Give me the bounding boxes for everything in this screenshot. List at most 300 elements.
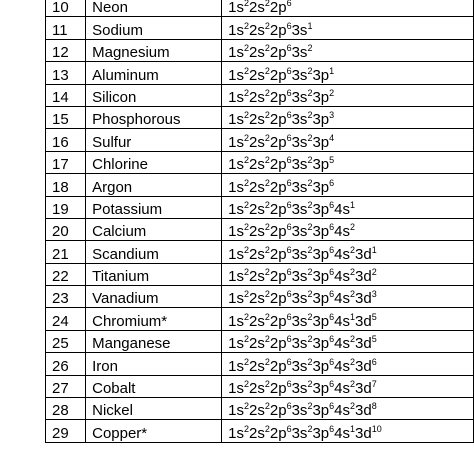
electron-count: 8 [371,401,377,412]
electron-count: 6 [286,289,292,300]
orbital-label: 4s [334,200,350,218]
orbital-label: 2p [269,66,287,84]
electron-configuration-cell [222,398,474,420]
electron-count: 6 [329,289,335,300]
orbital-label: 1s [228,66,245,84]
electron-configuration-cell [222,84,474,106]
electron-configuration-cell [222,286,474,308]
orbital-label: 2s [249,245,265,263]
atomic-number-cell: 23 [46,286,86,308]
electron-count: 3 [371,289,377,300]
electron-count: 2 [244,155,250,166]
orbital-label: 3p [312,88,330,106]
table-row [46,375,474,397]
electron-count: 7 [371,379,377,390]
electron-count: 2 [264,356,270,367]
table-row [46,308,474,330]
orbital-label: 2p [269,424,287,442]
atomic-number-cell: 28 [46,398,86,420]
orbital-label: 4s [334,223,350,241]
orbital-label: 2p [269,156,287,174]
electron-count: 2 [307,65,313,76]
electron-count: 2 [244,177,250,188]
electron-configuration-cell [222,330,474,352]
electron-count: 6 [329,267,335,278]
orbital-label: 1s [228,156,245,174]
electron-configuration-cell [222,106,474,128]
orbital-label: 3p [312,178,330,196]
orbital-label: 3s [291,357,308,375]
orbital-label: 1s [228,178,245,196]
orbital-label: 3s [291,402,308,420]
electron-configuration-cell [222,196,474,218]
electron-count: 6 [329,311,335,322]
orbital-label: 2p [269,111,287,129]
electron-configuration-cell [222,420,474,442]
orbital-label: 2s [249,21,265,39]
orbital-label: 3p [312,335,330,353]
element-name-cell: Titanium [86,263,222,285]
electron-count: 1 [350,199,356,210]
table-body [46,0,474,442]
electron-count: 2 [329,87,335,98]
electron-count: 2 [307,110,313,121]
atomic-number-cell: 27 [46,375,86,397]
orbital-label: 2s [249,200,265,218]
electron-count: 6 [286,132,292,143]
orbital-label: 3s [291,424,308,442]
element-name-cell: Magnesium [86,39,222,61]
electron-count: 6 [286,87,292,98]
orbital-label: 4s [334,245,350,263]
atomic-number-cell: 29 [46,420,86,442]
electron-count: 2 [307,401,313,412]
electron-count: 2 [244,289,250,300]
orbital-label: 2s [249,312,265,330]
electron-count: 1 [371,244,377,255]
orbital-label: 2s [249,0,265,17]
electron-count: 6 [286,334,292,345]
orbital-label: 4s [334,290,350,308]
orbital-label: 3s [291,156,308,174]
orbital-label: 1s [228,111,245,129]
electron-count: 6 [329,334,335,345]
orbital-label: 3s [291,223,308,241]
orbital-label: 3d [355,312,372,330]
electron-count: 2 [307,155,313,166]
orbital-label: 2s [249,290,265,308]
electron-count: 2 [244,423,250,434]
orbital-label: 1s [228,200,245,218]
orbital-label: 2p [269,0,287,17]
orbital-label: 2s [249,223,265,241]
orbital-label: 3p [312,223,330,241]
orbital-label: 1s [228,335,245,353]
orbital-label: 2s [249,111,265,129]
element-name-cell: Nickel [86,398,222,420]
orbital-label: 3p [312,200,330,218]
table-row [46,62,474,84]
orbital-label: 3p [312,312,330,330]
electron-count: 2 [371,267,377,278]
electron-count: 6 [329,177,335,188]
orbital-label: 3s [291,200,308,218]
orbital-label: 3p [312,245,330,263]
orbital-label: 3p [312,357,330,375]
orbital-label: 2p [269,21,287,39]
electron-count: 5 [329,155,335,166]
table-row [46,241,474,263]
orbital-label: 2s [249,156,265,174]
atomic-number-cell: 20 [46,218,86,240]
orbital-label: 1s [228,44,245,62]
electron-count: 2 [264,334,270,345]
electron-count: 2 [307,289,313,300]
electron-count: 2 [244,132,250,143]
electron-count: 2 [244,311,250,322]
orbital-label: 3s [291,290,308,308]
electron-count: 2 [350,379,356,390]
electron-count: 2 [264,0,270,9]
electron-count: 2 [264,401,270,412]
orbital-label: 2s [249,44,265,62]
element-name-cell: Calcium [86,218,222,240]
element-name-cell: Copper* [86,420,222,442]
orbital-label: 3s [291,66,308,84]
orbital-label: 1s [228,357,245,375]
electron-count: 1 [350,311,356,322]
orbital-label: 3d [355,402,372,420]
electron-configuration-cell [222,218,474,240]
table-row [46,398,474,420]
table-row [46,17,474,39]
orbital-label: 4s [334,357,350,375]
orbital-label: 2s [249,133,265,151]
orbital-label: 2p [269,335,287,353]
table-row [46,106,474,128]
atomic-number-cell: 18 [46,174,86,196]
orbital-label: 3s [291,44,308,62]
electron-count: 2 [264,199,270,210]
electron-count: 2 [264,379,270,390]
table-row [46,196,474,218]
electron-count: 6 [286,65,292,76]
orbital-label: 2s [249,88,265,106]
table-row [46,151,474,173]
element-name-cell: Manganese [86,330,222,352]
electron-count: 6 [286,222,292,233]
atomic-number-cell: 25 [46,330,86,352]
electron-count: 6 [329,356,335,367]
electron-configuration-cell [222,0,474,17]
element-name-cell: Chromium* [86,308,222,330]
orbital-label: 3d [355,424,372,442]
electron-count: 2 [244,356,250,367]
orbital-label: 3p [312,402,330,420]
element-name-cell: Vanadium [86,286,222,308]
atomic-number-cell: 17 [46,151,86,173]
electron-count: 2 [264,244,270,255]
orbital-label: 2s [249,268,265,286]
electron-count: 2 [350,244,356,255]
electron-count: 2 [264,289,270,300]
electron-count: 6 [286,379,292,390]
electron-count: 2 [307,87,313,98]
table-row [46,84,474,106]
electron-configuration-cell [222,129,474,151]
orbital-label: 4s [334,335,350,353]
electron-count: 2 [244,267,250,278]
electron-count: 2 [244,334,250,345]
electron-configuration-cell [222,263,474,285]
orbital-label: 2s [249,380,265,398]
electron-count: 2 [264,423,270,434]
electron-configuration-cell [222,17,474,39]
element-name-cell: Silicon [86,84,222,106]
electron-count: 2 [350,267,356,278]
electron-count: 2 [244,0,250,9]
electron-count: 2 [264,65,270,76]
electron-count: 6 [329,379,335,390]
electron-count: 2 [264,177,270,188]
electron-count: 2 [244,110,250,121]
atomic-number-cell: 11 [46,17,86,39]
electron-count: 6 [286,423,292,434]
orbital-label: 2s [249,335,265,353]
atomic-number-cell: 10 [46,0,86,17]
orbital-label: 2s [249,424,265,442]
electron-count: 6 [286,311,292,322]
electron-count: 2 [350,222,356,233]
electron-count: 2 [264,222,270,233]
table-row [46,263,474,285]
orbital-label: 2p [269,245,287,263]
atomic-number-cell: 16 [46,129,86,151]
electron-count: 2 [244,401,250,412]
orbital-label: 3p [312,268,330,286]
electron-count: 1 [307,20,313,31]
electron-count: 2 [350,334,356,345]
electron-count: 4 [329,132,335,143]
orbital-label: 3p [312,156,330,174]
electron-configuration-cell [222,375,474,397]
electron-count: 2 [244,222,250,233]
electron-count: 2 [264,43,270,54]
orbital-label: 2p [269,178,287,196]
element-name-cell: Potassium [86,196,222,218]
element-name-cell: Neon [86,0,222,17]
orbital-label: 3s [291,335,308,353]
orbital-label: 2s [249,357,265,375]
atomic-number-cell: 19 [46,196,86,218]
atomic-number-cell: 14 [46,84,86,106]
orbital-label: 3p [312,66,330,84]
element-name-cell: Iron [86,353,222,375]
electron-configuration-cell [222,62,474,84]
electron-count: 6 [286,267,292,278]
electron-count: 6 [286,43,292,54]
orbital-label: 2p [269,268,287,286]
element-name-cell: Aluminum [86,62,222,84]
table-row [46,129,474,151]
electron-count: 2 [307,199,313,210]
orbital-label: 3d [355,357,372,375]
orbital-label: 3s [291,312,308,330]
electron-count: 6 [329,222,335,233]
electron-count: 6 [286,199,292,210]
orbital-label: 3p [312,290,330,308]
electron-count: 6 [286,155,292,166]
electron-count: 2 [264,20,270,31]
electron-count: 2 [307,132,313,143]
orbital-label: 4s [334,268,350,286]
atomic-number-cell: 13 [46,62,86,84]
electron-count: 2 [307,177,313,188]
element-name-cell: Cobalt [86,375,222,397]
electron-count: 2 [264,311,270,322]
orbital-label: 1s [228,245,245,263]
electron-count: 2 [264,155,270,166]
orbital-label: 2p [269,402,287,420]
electron-count: 2 [244,244,250,255]
orbital-label: 4s [334,380,350,398]
orbital-label: 3s [291,245,308,263]
orbital-label: 2p [269,290,287,308]
orbital-label: 1s [228,88,245,106]
electron-count: 2 [307,379,313,390]
electron-count: 2 [307,244,313,255]
orbital-label: 2s [249,178,265,196]
orbital-label: 1s [228,312,245,330]
electron-count: 6 [286,401,292,412]
electron-configuration-table [45,0,474,443]
orbital-label: 2s [249,402,265,420]
electron-count: 6 [329,401,335,412]
orbital-label: 2p [269,133,287,151]
table-row [46,420,474,442]
orbital-label: 2p [269,200,287,218]
electron-configuration-cell [222,308,474,330]
orbital-label: 1s [228,380,245,398]
electron-count: 2 [244,87,250,98]
orbital-label: 3d [355,268,372,286]
electron-count: 6 [329,199,335,210]
orbital-label: 2p [269,312,287,330]
table-row [46,174,474,196]
electron-configuration-cell [222,174,474,196]
atomic-number-cell: 15 [46,106,86,128]
orbital-label: 2p [269,44,287,62]
orbital-label: 3s [291,111,308,129]
electron-count: 6 [286,110,292,121]
orbital-label: 2p [269,357,287,375]
orbital-label: 3d [355,380,372,398]
orbital-label: 3p [312,380,330,398]
orbital-label: 2p [269,223,287,241]
electron-count: 2 [244,379,250,390]
electron-count: 2 [244,199,250,210]
orbital-label: 2p [269,380,287,398]
orbital-label: 1s [228,268,245,286]
electron-count: 2 [307,334,313,345]
orbital-label: 3s [291,380,308,398]
orbital-label: 3s [291,178,308,196]
element-name-cell: Sulfur [86,129,222,151]
electron-count: 2 [244,20,250,31]
electron-count: 2 [264,132,270,143]
orbital-label: 2p [269,88,287,106]
atomic-number-cell: 22 [46,263,86,285]
orbital-label: 3p [312,111,330,129]
electron-count: 2 [350,289,356,300]
element-name-cell: Chlorine [86,151,222,173]
orbital-label: 1s [228,290,245,308]
electron-count: 2 [350,356,356,367]
electron-configuration-cell [222,151,474,173]
electron-count: 2 [307,311,313,322]
electron-count: 1 [350,423,356,434]
atomic-number-cell: 21 [46,241,86,263]
orbital-label: 3s [291,21,308,39]
element-name-cell: Sodium [86,17,222,39]
electron-count: 2 [307,222,313,233]
table-row [46,286,474,308]
orbital-label: 1s [228,424,245,442]
electron-count: 5 [371,311,377,322]
orbital-label: 3s [291,268,308,286]
orbital-label: 3s [291,133,308,151]
orbital-label: 1s [228,21,245,39]
electron-count: 2 [264,267,270,278]
element-name-cell: Argon [86,174,222,196]
electron-configuration-cell [222,39,474,61]
orbital-label: 3d [355,290,372,308]
element-name-cell: Phosphorous [86,106,222,128]
orbital-label: 1s [228,133,245,151]
electron-count: 2 [350,401,356,412]
orbital-label: 4s [334,402,350,420]
electron-count: 2 [264,110,270,121]
electron-count: 2 [264,87,270,98]
electron-count: 6 [371,356,377,367]
electron-count: 10 [371,423,382,434]
orbital-label: 2s [249,66,265,84]
orbital-label: 4s [334,312,350,330]
orbital-label: 1s [228,0,245,17]
electron-count: 2 [307,356,313,367]
electron-count: 2 [244,65,250,76]
orbital-label: 4s [334,424,350,442]
electron-configuration-cell [222,241,474,263]
table-row [46,353,474,375]
electron-configuration-cell [222,353,474,375]
electron-count: 6 [329,244,335,255]
electron-count: 1 [329,65,335,76]
orbital-label: 3p [312,424,330,442]
electron-count: 5 [371,334,377,345]
atomic-number-cell: 24 [46,308,86,330]
electron-count: 2 [307,267,313,278]
atomic-number-cell: 26 [46,353,86,375]
orbital-label: 1s [228,402,245,420]
orbital-label: 3s [291,88,308,106]
orbital-label: 3d [355,245,372,263]
orbital-label: 3p [312,133,330,151]
orbital-label: 3d [355,335,372,353]
element-name-cell: Scandium [86,241,222,263]
table-row [46,218,474,240]
electron-count: 2 [307,43,313,54]
